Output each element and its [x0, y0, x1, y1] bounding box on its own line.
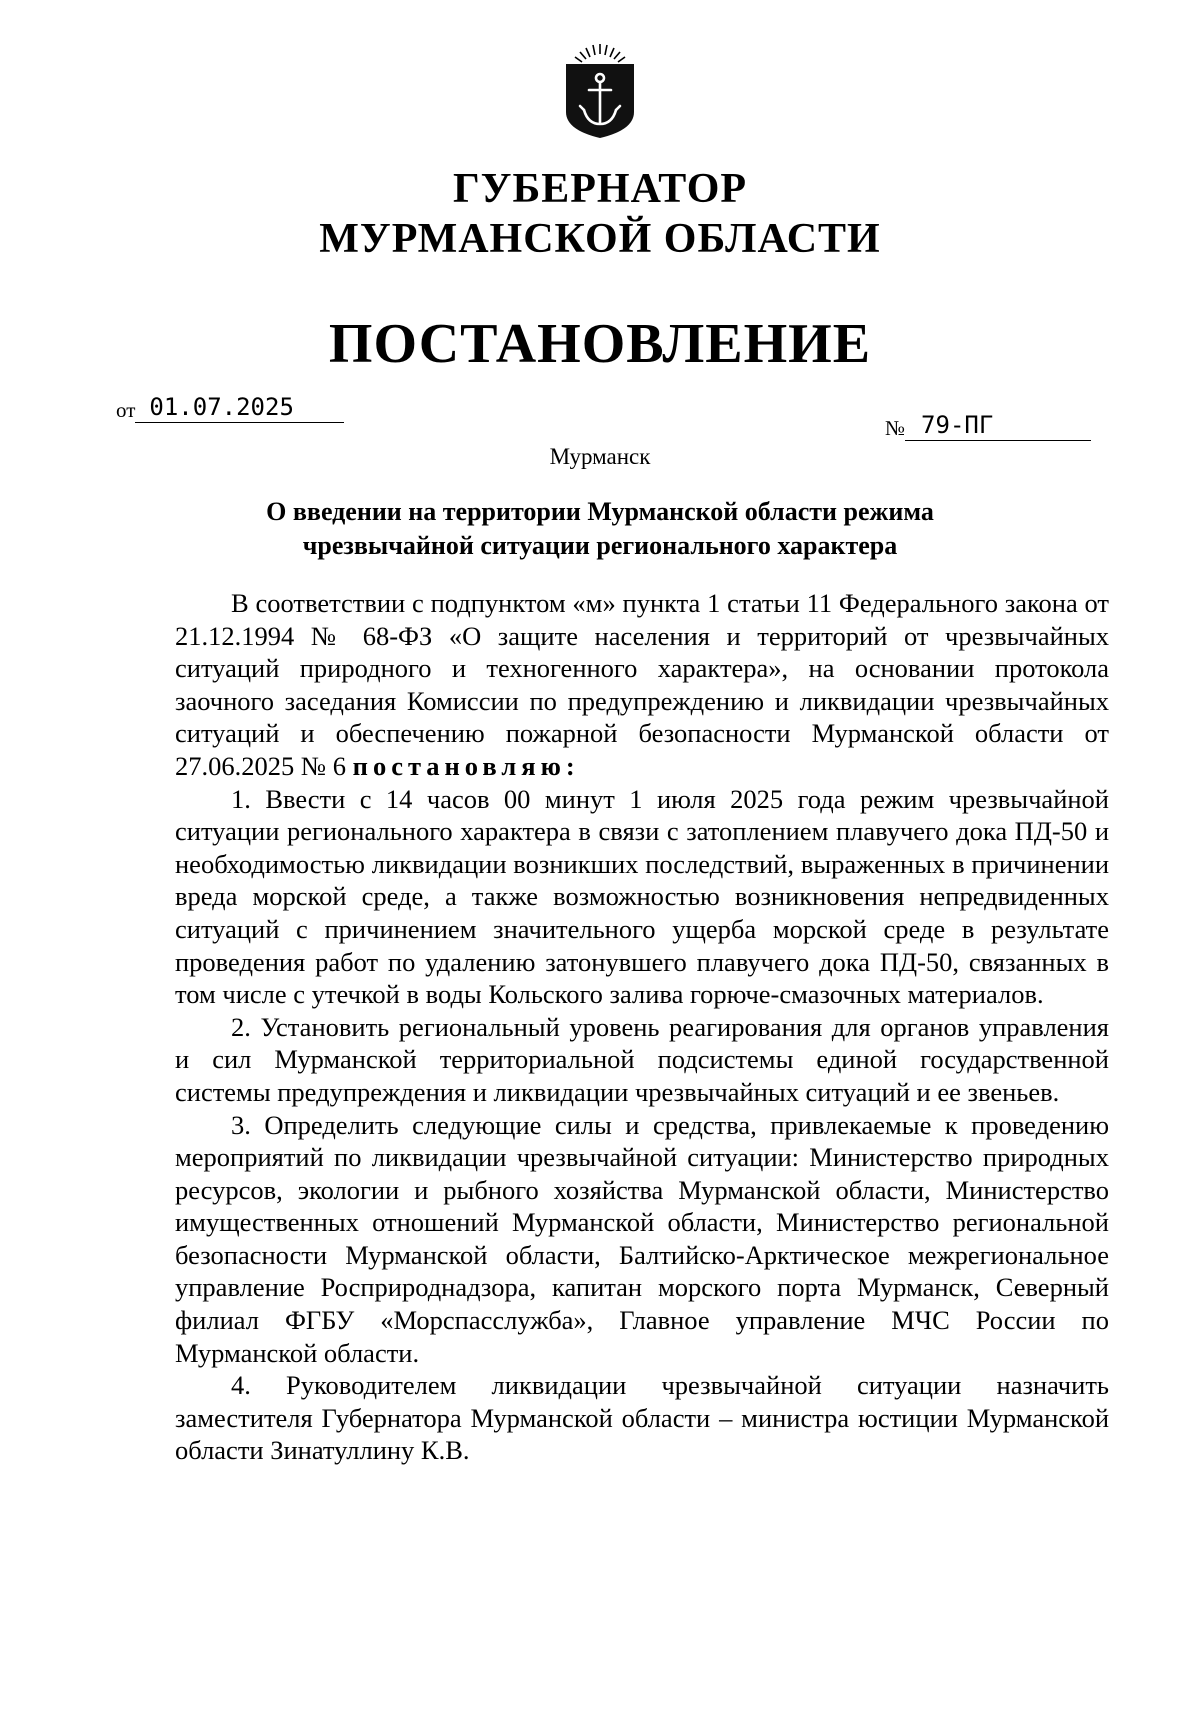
- number-value: 79-ПГ: [905, 410, 1091, 441]
- list-item: 1. Ввести с 14 часов 00 минут 1 июля 2025 года режим чрезвычайной ситуации регионального характера в связи с затоплением плавучего дока ПД-50 и необходимостью ликвидации возникших последствий, выраженных в причинении вреда морской среде, а также возможностью возникновения непредвиденных ситуаций с причинением значительного ущерба морской среде в результате проведения работ по удалению затонувшего плавучего дока ПД-50, связанных в том числе с утечкой в воды Кольского залива горюче-смазочных материалов.: [175, 783, 1109, 1010]
- date-field: [116, 392, 344, 423]
- document-type: ПОСТАНОВЛЕНИЕ: [328, 313, 872, 375]
- document-title: [0, 495, 1200, 563]
- document-body: [175, 587, 1109, 1467]
- authority-title-line2: МУРМАНСКОЙ ОБЛАСТИ: [319, 216, 881, 262]
- preamble-text: В соответствии с подпунктом «м» пункта 1 статьи 11 Федерального закона от 21.12.1994 № 68-ФЗ «О защите населения и территорий от чрезвычайных ситуаций природного и техногенного характера», на основании протокола заочного заседания Комиссии по предупреждению и ликвидации чрезвычайных ситуаций и обеспечению пожарной безопасности Мурманской области от 27.06.2025 № 6: [175, 588, 1109, 781]
- number-prefix: №: [885, 416, 906, 440]
- preamble-paragraph: [175, 587, 1109, 783]
- list-item: 3. Определить следующие силы и средства, привлекаемые к проведению мероприятий по ликвидации чрезвычайной ситуации: Министерство природных ресурсов, экологии и рыбного хозяйства Мурманской области, Министерство имущественных отношений Мурманской области, Министерство региональной безопасности Мурманской области, Балтийско-Арктическое межрегиональное управление Росприроднадзора, капитан морского порта Мурманск, Северный филиал ФГБУ «Морспасслужба», Главное управление МЧС России по Мурманской области.: [175, 1109, 1109, 1368]
- date-prefix: от: [116, 398, 136, 422]
- authority-title-line1: ГУБЕРНАТОР: [452, 166, 748, 212]
- list-item: 2. Установить региональный уровень реагирования для органов управления и сил Мурманской территориальной подсистемы единой государственной системы предупреждения и ликвидации чрезвычайных ситуаций и ее звеньев.: [175, 1011, 1109, 1107]
- decree-word: постановляю:: [352, 750, 580, 781]
- list-item: 4. Руководителем ликвидации чрезвычайной ситуации назначить заместителя Губернатора Мурманской области – министра юстиции Мурманской области Зинатуллину К.В.: [175, 1370, 1109, 1466]
- title-line2: чрезвычайной ситуации регионального характера: [302, 531, 898, 560]
- title-line1: О введении на территории Мурманской области режима: [266, 497, 934, 526]
- coat-of-arms-icon: [560, 40, 640, 140]
- number-field: [885, 398, 1091, 440]
- city: Мурманск: [549, 444, 651, 469]
- date-value: 01.07.2025: [135, 392, 344, 423]
